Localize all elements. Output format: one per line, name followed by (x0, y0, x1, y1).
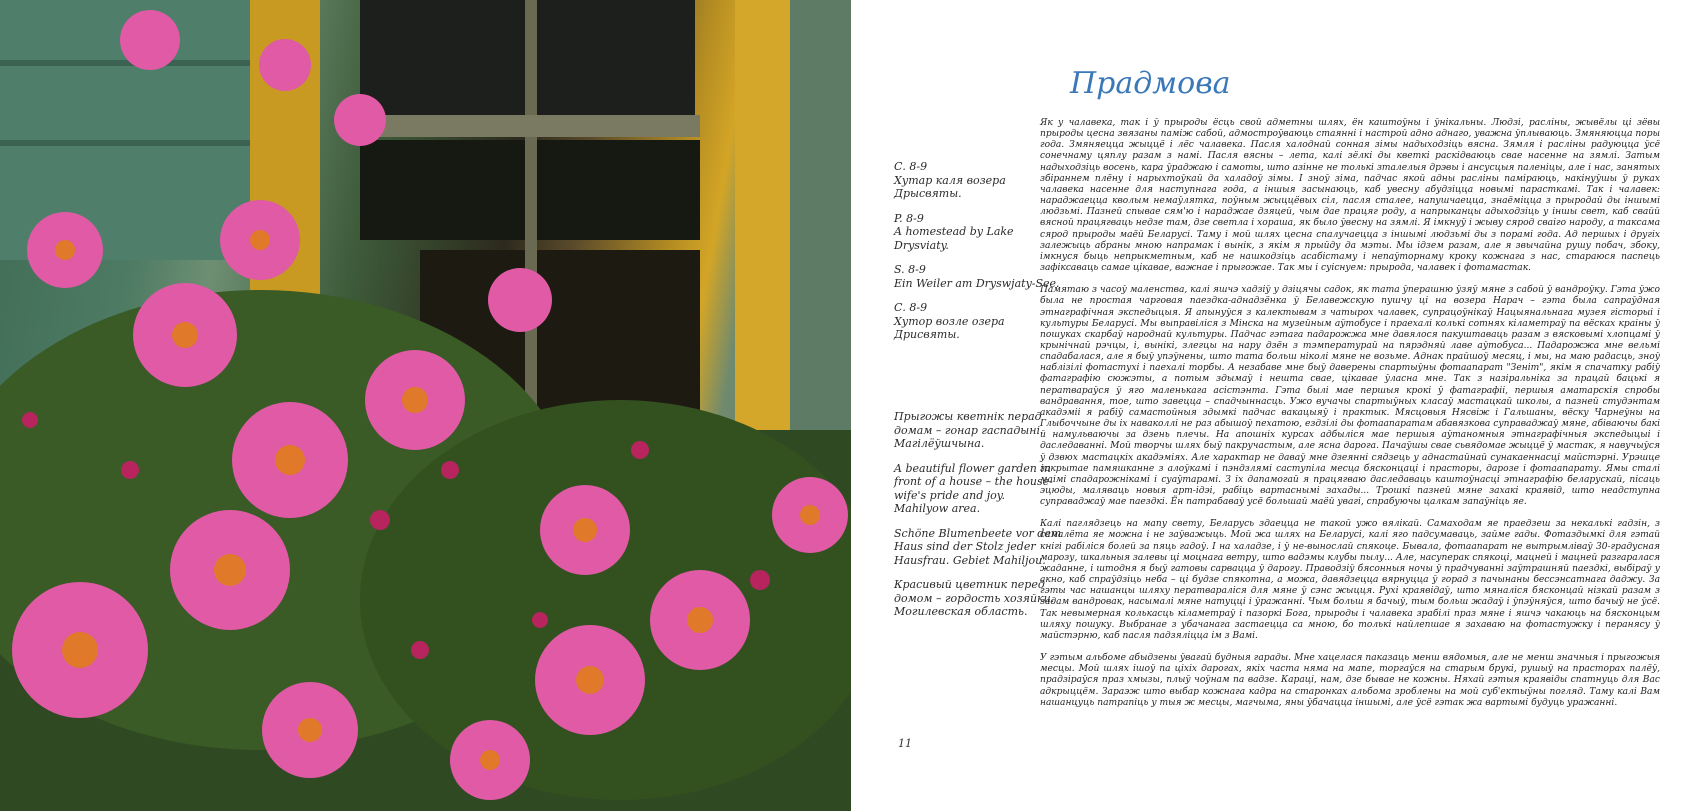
preface-paragraph: Памятаю з часоў маленства, калі яшчэ хадзіў у дзіцячы садок, як тата ўперашню ўзяў мяне з сабой ў вандроўку. Гэта ўжо была не простая чарговая паездка-аднадзёнка ў Белавежскую пушчу ці на возера Нарач – гэта была сапраўдная этнаграфічная экспедыцыя. Я апынуўся з калектывам з чатырох чалавек, супрацоўнікаў Нацыянальнага музея гісторыі і культуры Беларусі. Мы выправіліся з Мінска на музейным аўтобусе і праехалі колькі сотнях кіламетраў па вёсках краіны ў пошуках скарбаў народнай культуры. Падчас гэтага падарожжа мне давялося пакуштаваць разам з вясковымі хлопцамі ў крынічнай рэчцы, і, вынікі, злегцы на нару дзён з тэмпературай на пярэдняй лаве аўтобуса... Падарожжа мне вельмі спадабалася, але я быў упэўнены, што тата больш ніколі мяне не возьме. Аднак прайшоў месяц, і мы, на маю радасць, зноў наблізілі фотастухі і паехалі торбы. А незабаве мне быў даверены спартыўны фотаапарат "Зеніт", якім я спачатку рабіў фатаграфію сюжэты, а потым здымаў і нешта свае, цікавае ўласна мне. Так з назіральніка за працай бацькі я ператвараўся ў яго маленькага асістэнта. Гэта былі мае першыя крокі ў фатаграфіі, першыя аматарскія спробы вандравання, тое, што завецца – спадчыннасць. Ужо вучачы спартыўных класаў мастацкай школы, а пазней студэнтам акадэміі я рабіў самастойныя здымкі падчас вакацыяў і практык. Мясцовыя Нясвіж і Гальшаны, вёску Чарнеўны на Глыбоччыне ды іх наваколлі не раз абышоў пехатою, ездзілі ды фотаапаратам абавязкова суправаджаў мяне, абіваючы бакі й намульваючы за дзень плечы. На апошніх курсах адбыліся мае першыя аўтаномныя этнаграфічныя экспедыцыі і даследаванні. Мой творчы шлях быў пакручастым, але ясна дарога. Пачаўшы свае сьвядомае жыццё ў мастак, я навучыўся ў дзвюх мастацкіх акадэміях. Але характар не даваў мне дзеянні сядзець у аднастайнай сунакаеннасці майстэрні. Урэшце закрытае памяшканне з алоўкамі і пэндзлямі саступіла месца бясконцаці і прасторы, дарозе і фотаапарату. Ямы сталі маімі спадарожнікамі і суаўтарамі. З іх дапамогай я працягваю даследаваць каштоўнасці этнаграфію беларускай, пісаць эцюды, маляваць новыя арт-ідэі, рабіць вартаснымі захады... Трошкі пазней мяне захакі краявід, што неадступна суправаджаў мае паездкі. Ён патрабаваў усё большай маёй увагі, спрабуючы цалкам запаўніць яе. (1040, 285, 1660, 508)
preface-paragraph: У гэтым альбоме абыдзены ўвагай будныя гарады. Мне хацелася паказаць менш вядомыя, але не менш значныя і прыгожыя месцы. Мой шлях ішоў па ціхіх дарогах, якіх часта няма на мапе, торгаўся на старым брукі, рушыў на прасторах палёў, прадзіраўся праз хмызы, плыў чоўнам па вадзе. Караці, нам, дзе бывае не кожны. Няхай гэтыя краявіды спатнуць для Вас адкрыццём. Зараэж што выбар кожнага кадра на старонках альбома зроблены на мой суб'ектыўны погляд. Таму калі Вам нашанцуць патрапіць у тыя ж месцы, магчыма, яны ўбачацца іншымі, але ўсё гэтак жа вартымі будуць уражанні. (1040, 653, 1660, 708)
caption-be-1: С. 8-9 Хутар каля возера Дрысвяты. (894, 160, 1006, 200)
text-page (851, 0, 1701, 811)
preface-paragraph: Калі паглядзець на мапу свету, Беларусь здаецца не такой ужо вялікай. Самаходам яе праедзеш за некалькі гадзін, з самалёта яе можна і не заўважыць. Мой жа шлях на Беларусі, калі яго падсумаваць, займе гады. Фотаздымкі для гэтай кнігі рабіліся болей за пяць гадоў. І на халадзе, і ў не-вынослай спякоце. Бывала, фотаапарат не вытрымліваў 30-градусная марозу, шкальныя залевы ці моцнага ветру, што вадэмы клубы пылу... Але, насуперак спякоці, мацней і мацней разгаралася жаданне, і штодня я быў гатовы сарвацца ў дарогу. Праводзіў бясонныя ночы ў прадчуванні заўтрашняй паездкі, выбіраў у акно, каб спраўдзіць неба – ці будзе спякотна, а можа, давядзецца вярнуцца ў горад з пачынаны бессэнсатнага даджу. За гэты час нашанцы шляху ператвараліся для мяне ў сэнс жыцця. Рухі краявідаў, што мяналіся бясконцай нізкай разам з задам вандровак, насымалі мяне натуцці і ўражанні. Чым больш я бачыў, тым больш жадаў і ўпэўняўся, што бачыў не ўсё. Так невымерная колькасць кіламетраў і пазоркі Бога, прыроды і чалавека зрабілі праз мяне і яшчэ чакаюць на бясконцым шляху пошуку. Выбранае з убачанага застаецца са мною, бо толькі найлепшае я захаваю на фотастужку і перанясу ў майстэрню, каб пасля падзяліцца ім з Вамі. (1040, 519, 1660, 641)
caption-ru-2: Красивый цветник перед домом – гордость хозяйки. Могилевская область. (894, 578, 1055, 618)
caption-de-1: S. 8-9 Ein Weiler am Dryswjaty-See. (894, 263, 1060, 290)
preface-body (1040, 118, 1660, 720)
page-number: 11 (898, 737, 912, 750)
caption-en-2: A beautiful flower garden in front of a house – the house- wife's pride and joy. Mahilyow area. (894, 461, 1053, 515)
caption-en-1: P. 8-9 A homestead by Lake Drysviaty. (894, 211, 1014, 252)
page-title: Прадмова (1070, 66, 1231, 101)
caption-de-2: Schöne Blumenbeete vor dem Haus sind der Stolz jeder Hausfrau. Gebiet Mahiljou. (894, 526, 1062, 567)
preface-paragraph: Як у чалавека, так і ў прыроды ёсць свой адметны шлях, ён каштоўны і ўнікальны. Людзі, расліны, жывёлы ці зёвы прыроды цесна звязаны паміж сабой, адмостроўваюць стаянні і настрой адно аднаго, уважна ўплываюць. Змяняюцца поры года. Змяняецца жыццё і лёс чалавека. Пасля халоднай сонная зімы надыходзіць вясна. Зямля і расліны радуюцца ўсё сонечнаму цяплу разам з намі. Пасля вясны – лета, калі зёлкі ды кветкі раскідваюць свае насенне на зямлі. Затым надыходзіць восень, кара ўраджаю і самоты, што азінне не толькі зталелыя дрэвы і ансусцыя паленіцы, але і нас, занятых збіраннем плёну і нарыхтоўкай да халадоў зімы. І зноў зіма, падчас якой адны расліны паміраюць, накінуўшы ў руках чалавека насенне для наступнага года, а іншыя засынаюць, каб увесну абудзіцца новымі парасткамі. Так і чалавек: нараджаецца кволым немаўлятка, поўным жыццёвых сіл, пасля сталее, напушчаецца, знаёміцца з прыродай ды іншымі людзьмі. Пазней спывае сям'ю і нараджае дзяцей, чым дае працяг роду, а напрыканцы адыходзіць у іншы свет, каб свайй вясной працягваць недзе там, дзе светла і хораша, як было ўвесну на зямлі. Я імкнуў і жыву сярод сваіго народу, а таксама сярод прыроды маёй Беларусі. Таму і мой шлях цесна спалучаецца з іншымі людзьмі ды з порамі года. Ад першых і другіх залежыць абраны мною напрамак і вынік, з якім я прыйду да мэты. Мы ідзем разам, але я звычайна рушу побач, збоку, імкнуся быць непрыкметным, каб не нашкодзіць асабістаму і непаўторнаму кроку кожнага з нас, стараюся паспець зафіксаваць самае цікавае, важнае і прыгожае. Так мы і суіснуем: прырода, чалавек і фотамастак. (1040, 118, 1660, 274)
caption-be-2: Прыгожы кветнік перад домам – гонар гаспадыні. Магілёўшчына. (894, 410, 1044, 450)
caption-ru-1: С. 8-9 Хутор возле озера Дрисвяты. (894, 301, 1005, 341)
